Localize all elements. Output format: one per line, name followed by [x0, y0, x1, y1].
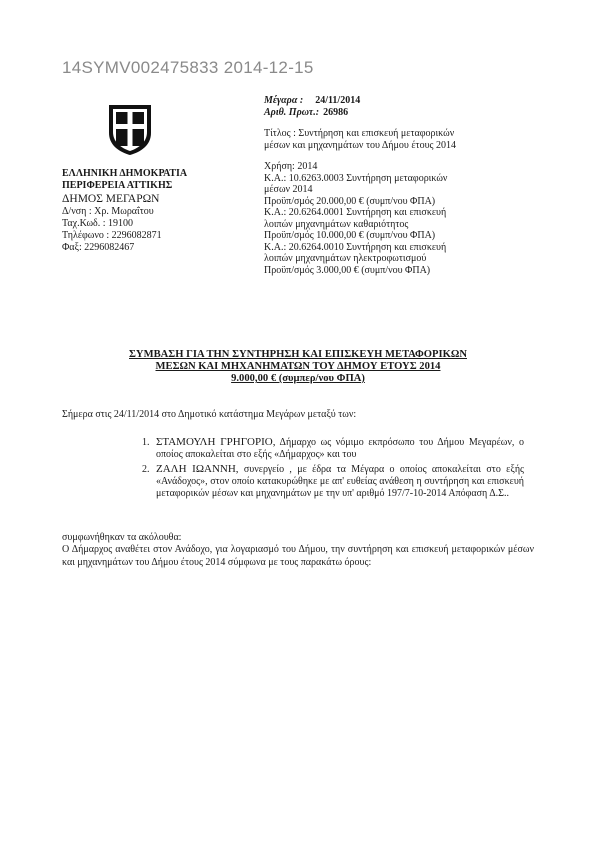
issuer-fax: Φαξ: 2296082467: [62, 242, 135, 254]
place-date-value: 24/11/2014: [315, 95, 361, 106]
party-item-contractor: [152, 463, 524, 500]
party-description: συνεργείο , με έδρα τα Μέγαρα ο οποίος αποκαλείται στο εξής «Ανάδοχος», στον οποίο κατακυρώθηκε με απ' ευθείας ανάθεση η συντήρηση και επισκευή μεταφορικών μέσων και μηχανημάτων με την υπ' αριθμό 197/7-10-2014 Απόφαση Δ.Σ..: [156, 464, 525, 499]
place-label: Μέγαρα :: [264, 95, 304, 106]
place-date-line: [264, 95, 514, 107]
budget-amount-1: Προϋπ/σμός 20.000,00 € (συμπ/νου ΦΠΑ): [264, 195, 436, 207]
protocol-line: [264, 107, 514, 119]
issuer-region: ΠΕΡΙΦΕΡΕΙΑ ΑΤΤΙΚΗΣ: [62, 180, 173, 192]
budget-code-2-line2: λοιπών μηχανημάτων καθαριότητος: [264, 218, 409, 230]
document-header-block: [264, 95, 514, 276]
budget-amount-2: Προϋπ/σμός 10.000,00 € (συμπ/νου ΦΠΑ): [264, 230, 436, 241]
protocol-number: 26986: [323, 106, 349, 118]
issuer-block: [62, 168, 187, 255]
budget-code-3-line1: Κ.Α.: 20.6264.0010 Συντήρηση και επισκευή: [264, 241, 447, 253]
budget-code-2-line1: Κ.Α.: 20.6264.0001 Συντήρηση και επισκευή: [264, 207, 447, 218]
party-name: ΖΑΛΗ ΙΩΑΝΝΗ,: [156, 463, 239, 475]
subject-title-line2: μέσων και μηχανημάτων του Δήμου έτους 2014: [264, 139, 456, 151]
greek-coat-of-arms-emblem: [107, 103, 153, 157]
contract-title-line1: ΣΥΜΒΑΣΗ ΓΙΑ ΤΗΝ ΣΥΝΤΗΡΗΣΗ ΚΑΙ ΕΠΙΣΚΕΥΗ ΜΕΤΑΦΟΡΙΚΩΝ: [129, 349, 467, 360]
budget-amount-3: Προϋπ/σμός 3.000,00 € (συμπ/νου ΦΠΑ): [264, 264, 431, 276]
issuer-municipality: ΔΗΜΟΣ ΜΕΓΑΡΩΝ: [62, 192, 160, 205]
budget-code-1-line2: μέσων 2014: [264, 184, 313, 195]
party-name: ΣΤΑΜΟΥΛΗ ΓΡΗΓΟΡΙΟ,: [156, 436, 276, 448]
protocol-label: Αριθ. Πρωτ.:: [264, 106, 320, 118]
issuer-address: Δ/νση : Χρ. Μωραΐτου: [62, 205, 154, 217]
party-description: Δήμαρχο ως νόμιμο εκπρόσωπο του Δήμου Μεγαρέων, ο οποίος αποκαλείται στο εξής «Δήμαρχος» και του: [156, 437, 524, 460]
fiscal-year: Χρήση: 2014: [264, 161, 318, 172]
parties-list: [62, 436, 524, 502]
issuer-country: ΕΛΛΗΝΙΚΗ ΔΗΜΟΚΡΑΤΙΑ: [62, 168, 188, 179]
issuer-phone: Τηλέφωνο : 2296082871: [62, 230, 162, 242]
body-paragraph: Ο Δήμαρχος αναθέτει στον Ανάδοχο, για λογαριασμό του Δήμου, την συντήρηση και επισκευή μεταφορικών μέσων και μηχανημάτων του Δήμου έτους 2014 σύμφωνα με τους παρακάτω όρους:: [62, 544, 534, 568]
party-item-mayor: [152, 436, 524, 461]
issuer-postal-code: Ταχ.Κωδ. : 19100: [62, 217, 134, 229]
budget-code-3-line2: λοιπών μηχανημάτων ηλεκτροφωτισμού: [264, 253, 427, 264]
agreed-heading: συμφωνήθηκαν τα ακόλουθα:: [62, 532, 182, 543]
contract-title: [62, 349, 534, 385]
budget-code-1-line1: Κ.Α.: 10.6263.0003 Συντήρηση μεταφορικών: [264, 172, 448, 184]
intro-paragraph: Σήμερα στις 24/11/2014 στο Δημοτικό κατάστημα Μεγάρων μεταξύ των:: [62, 409, 357, 420]
contract-amount: 9.000,00 € (συμπερ/νου ΦΠΑ): [231, 373, 365, 384]
contract-title-line2: ΜΕΣΩΝ ΚΑΙ ΜΗΧΑΝΗΜΑΤΩΝ ΤΟΥ ΔΗΜΟΥ ΕΤΟΥΣ 2014: [155, 361, 441, 372]
ada-code: 14SYMV002475833 2014-12-15: [62, 58, 314, 77]
subject-title-line1: Τίτλος : Συντήρηση και επισκευή μεταφορικών: [264, 128, 455, 139]
